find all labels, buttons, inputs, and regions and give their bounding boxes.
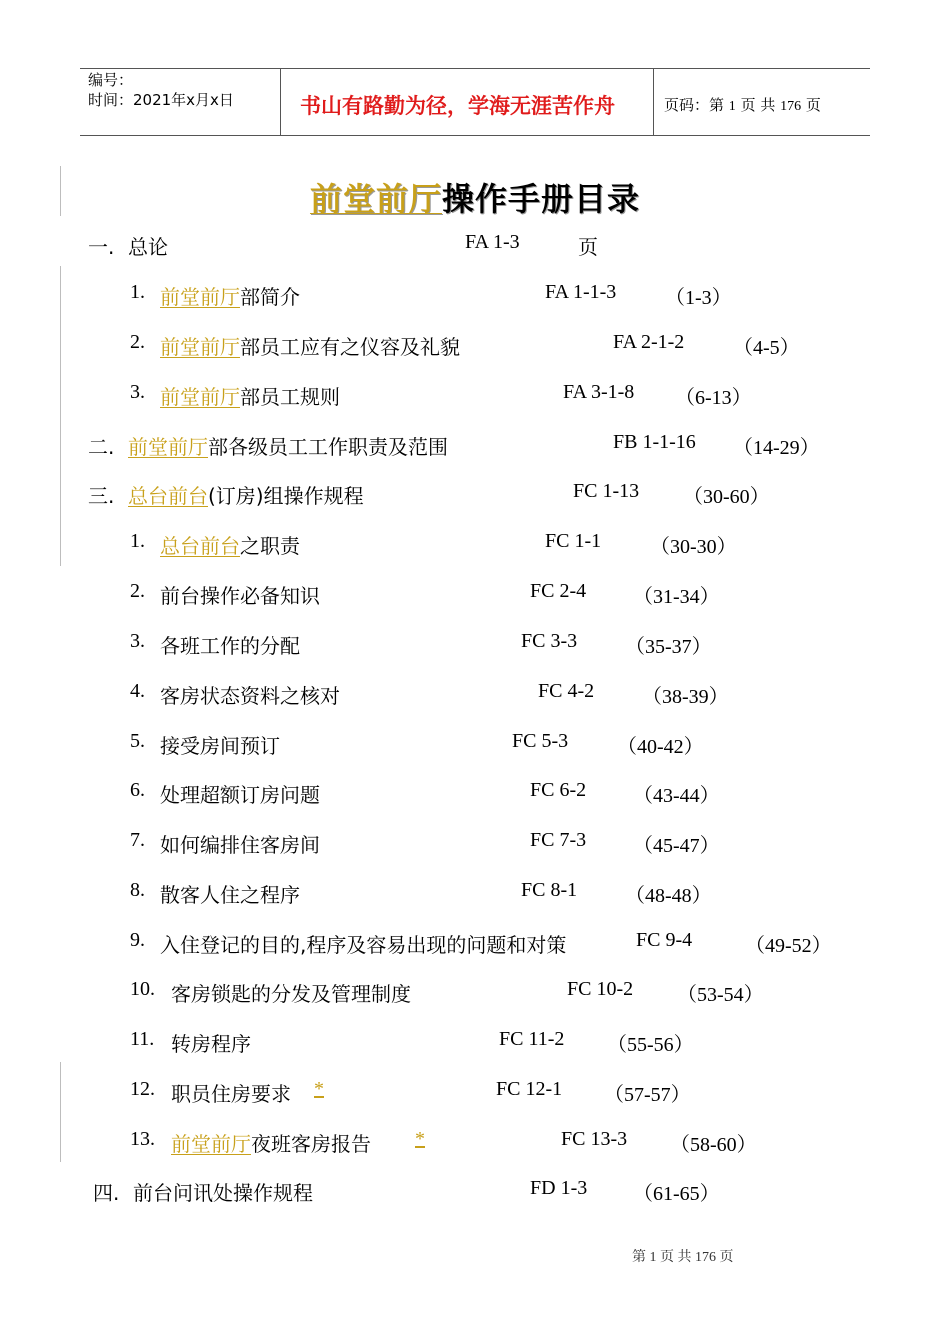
toc-entry-title[interactable] bbox=[160, 530, 300, 559]
toc-entry-highlight[interactable]: 总台前台 bbox=[128, 484, 208, 508]
toc-entry-code: FA 3-1-8 bbox=[563, 381, 635, 403]
toc-entry-number: 7. bbox=[130, 829, 145, 851]
toc-entry-text: (订房)组操作规程 bbox=[208, 484, 364, 508]
toc-entry-number: 1. bbox=[130, 530, 145, 552]
toc-entry-number: 12. bbox=[130, 1078, 155, 1100]
header-page-info bbox=[664, 94, 821, 115]
toc-entry-title[interactable] bbox=[160, 281, 300, 310]
toc-entry-number: 6. bbox=[130, 779, 145, 801]
toc-entry-pages: （1-3） bbox=[665, 287, 732, 309]
toc-entry-title[interactable] bbox=[160, 331, 460, 360]
footer-prefix: 第 bbox=[632, 1250, 646, 1265]
toc-entry-title[interactable] bbox=[171, 1028, 251, 1057]
toc-entry-code: FD 1-3 bbox=[530, 1177, 588, 1199]
toc-entry-title[interactable] bbox=[128, 231, 168, 260]
toc-entry-title[interactable] bbox=[160, 879, 300, 908]
header-top-rule bbox=[80, 68, 870, 69]
toc-entry-pages: （30-30） bbox=[650, 536, 737, 558]
page-suffix: 页 bbox=[805, 96, 821, 114]
toc-entry-text: 总论 bbox=[128, 235, 168, 259]
change-bar bbox=[60, 1062, 61, 1162]
toc-entry-number: 一. bbox=[88, 235, 115, 259]
toc-entry-text: 部员工应有之仪容及礼貌 bbox=[240, 335, 460, 359]
toc-entry-pages: （4-5） bbox=[733, 337, 800, 359]
toc-entry-star[interactable]: * bbox=[314, 1078, 324, 1100]
toc-entry-code: FC 9-4 bbox=[636, 929, 693, 951]
toc-entry-text: 部各级员工工作职责及范围 bbox=[208, 435, 448, 459]
toc-entry-title[interactable] bbox=[128, 431, 448, 460]
toc-entry-title[interactable] bbox=[160, 680, 340, 709]
toc-entry-code: FA 1-3 bbox=[465, 231, 520, 253]
toc-entry-code: FC 5-3 bbox=[512, 730, 569, 752]
toc-entry-pages: 页 bbox=[578, 235, 598, 259]
toc-entry-text: 各班工作的分配 bbox=[160, 634, 300, 658]
toc-entry-pages: （49-52） bbox=[745, 935, 832, 957]
toc-entry-text: 接受房间预订 bbox=[160, 734, 280, 758]
toc-entry-number: 2. bbox=[130, 580, 145, 602]
toc-entry-code: FC 7-3 bbox=[530, 829, 587, 851]
toc-entry-number: 四. bbox=[93, 1181, 120, 1205]
toc-entry-pages: （35-37） bbox=[625, 636, 712, 658]
toc-entry-highlight[interactable]: 总台前台 bbox=[160, 534, 240, 558]
toc-entry-title[interactable] bbox=[160, 580, 320, 609]
page-footer bbox=[632, 1246, 734, 1266]
page-mid: 页 共 bbox=[740, 96, 776, 114]
toc-entry-highlight[interactable]: 前堂前厅 bbox=[128, 435, 208, 459]
toc-entry-code: FC 6-2 bbox=[530, 779, 587, 801]
title-highlight[interactable]: 前堂前厅 bbox=[309, 180, 442, 218]
toc-entry-pages: （61-65） bbox=[633, 1183, 720, 1205]
toc-entry-code: FC 1-13 bbox=[573, 480, 640, 502]
time-label: 时间：2021年x月x日 bbox=[88, 91, 234, 109]
toc-entry-number: 二. bbox=[88, 435, 115, 459]
toc-entry-text: 夜班客房报告 bbox=[251, 1132, 371, 1156]
toc-entry-text: 入住登记的目的,程序及容易出现的问题和对策 bbox=[160, 933, 567, 957]
header-motto: 书山有路勤为径，学海无涯苦作舟 bbox=[300, 93, 615, 118]
toc-entry-pages: （57-57） bbox=[604, 1084, 691, 1106]
toc-entry-title[interactable] bbox=[160, 730, 280, 759]
toc-entry-number: 10. bbox=[130, 978, 155, 1000]
toc-entry-number: 3. bbox=[130, 630, 145, 652]
toc-entry-text: 部员工规则 bbox=[240, 385, 340, 409]
toc-entry-number: 8. bbox=[130, 879, 145, 901]
toc-entry-code: FC 2-4 bbox=[530, 580, 587, 602]
toc-entry-text: 之职责 bbox=[240, 534, 300, 558]
toc-entry-text: 转房程序 bbox=[171, 1032, 251, 1056]
toc-entry-title[interactable] bbox=[171, 1078, 291, 1107]
toc-entry-pages: （14-29） bbox=[733, 437, 820, 459]
toc-entry-pages: （45-47） bbox=[633, 835, 720, 857]
toc-entry-pages: （43-44） bbox=[633, 785, 720, 807]
toc-entry-pages: （58-60） bbox=[670, 1134, 757, 1156]
toc-entry-pages: （6-13） bbox=[675, 387, 752, 409]
toc-entry-title[interactable] bbox=[160, 829, 320, 858]
toc-entry-pages: （38-39） bbox=[642, 686, 729, 708]
toc-entry-pages: （30-60） bbox=[683, 486, 770, 508]
toc-entry-code: FA 2-1-2 bbox=[613, 331, 685, 353]
title-rest: 操作手册目录 bbox=[442, 180, 641, 218]
toc-entry-number: 4. bbox=[130, 680, 145, 702]
toc-entry-text: 如何编排住客房间 bbox=[160, 833, 320, 857]
toc-entry-title[interactable] bbox=[160, 381, 340, 410]
toc-entry-pages: （48-48） bbox=[625, 885, 712, 907]
toc-entry-code: FC 8-1 bbox=[521, 879, 578, 901]
page-prefix: 页码：第 bbox=[664, 96, 725, 114]
toc-entry-title[interactable] bbox=[160, 779, 320, 808]
change-bar bbox=[60, 266, 61, 566]
toc-entry-text: 处理超额订房问题 bbox=[160, 783, 320, 807]
toc-entry-number: 2. bbox=[130, 331, 145, 353]
toc-entry-text: 职员住房要求 bbox=[171, 1082, 291, 1106]
toc-entry-code: FC 12-1 bbox=[496, 1078, 563, 1100]
toc-entry-pages: （53-54） bbox=[677, 984, 764, 1006]
toc-entry-code: FC 4-2 bbox=[538, 680, 595, 702]
toc-entry-number: 11. bbox=[130, 1028, 155, 1050]
toc-entry-text: 前台操作必备知识 bbox=[160, 584, 320, 608]
toc-entry-title[interactable] bbox=[133, 1177, 313, 1206]
toc-entry-title[interactable] bbox=[171, 978, 411, 1007]
toc-entry-highlight[interactable]: 前堂前厅 bbox=[160, 335, 240, 359]
page-current: 1 bbox=[728, 99, 736, 114]
toc-entry-code: FC 11-2 bbox=[499, 1028, 565, 1050]
toc-entry-text: 客房锁匙的分发及管理制度 bbox=[171, 982, 411, 1006]
toc-entry-text: 散客人住之程序 bbox=[160, 883, 300, 907]
toc-entry-code: FC 13-3 bbox=[561, 1128, 628, 1150]
toc-entry-text: 部简介 bbox=[240, 285, 300, 309]
footer-total: 176 bbox=[695, 1250, 716, 1265]
toc-entry-code: FA 1-1-3 bbox=[545, 281, 617, 303]
toc-entry-title[interactable] bbox=[160, 929, 566, 958]
toc-entry-number: 三. bbox=[88, 484, 115, 508]
toc-entry-pages: （40-42） bbox=[617, 736, 704, 758]
toc-entry-star[interactable]: * bbox=[415, 1128, 425, 1150]
toc-entry-number: 1. bbox=[130, 281, 145, 303]
toc-entry-pages: （31-34） bbox=[633, 586, 720, 608]
toc-entry-number: 13. bbox=[130, 1128, 155, 1150]
toc-entry-highlight[interactable]: 前堂前厅 bbox=[160, 385, 240, 409]
toc-entry-title[interactable] bbox=[160, 630, 300, 659]
header-divider-2 bbox=[653, 68, 654, 136]
toc-entry-highlight[interactable]: 前堂前厅 bbox=[160, 285, 240, 309]
toc-entry-title[interactable] bbox=[171, 1128, 371, 1157]
toc-entry-code: FC 10-2 bbox=[567, 978, 634, 1000]
toc-entry-code: FC 3-3 bbox=[521, 630, 578, 652]
serial-label: 编号： bbox=[88, 71, 134, 89]
footer-suffix: 页 bbox=[719, 1250, 734, 1265]
toc-entry-highlight[interactable]: 前堂前厅 bbox=[171, 1132, 251, 1156]
page-total: 176 bbox=[780, 99, 802, 114]
page-title bbox=[0, 174, 950, 220]
header-divider-1 bbox=[280, 68, 281, 136]
toc-entry-code: FB 1-1-16 bbox=[613, 431, 696, 453]
toc-entry-code: FC 1-1 bbox=[545, 530, 602, 552]
toc-entry-number: 3. bbox=[130, 381, 145, 403]
header-bottom-rule bbox=[80, 135, 870, 136]
toc-entry-number: 9. bbox=[130, 929, 145, 951]
footer-mid: 页 共 bbox=[660, 1250, 692, 1265]
toc-entry-pages: （55-56） bbox=[607, 1034, 694, 1056]
toc-entry-title[interactable] bbox=[128, 480, 364, 509]
toc-entry-text: 客房状态资料之核对 bbox=[160, 684, 340, 708]
toc-entry-text: 前台问讯处操作规程 bbox=[133, 1181, 313, 1205]
header-meta bbox=[88, 70, 234, 110]
toc-entry-number: 5. bbox=[130, 730, 145, 752]
footer-current: 1 bbox=[649, 1250, 657, 1265]
